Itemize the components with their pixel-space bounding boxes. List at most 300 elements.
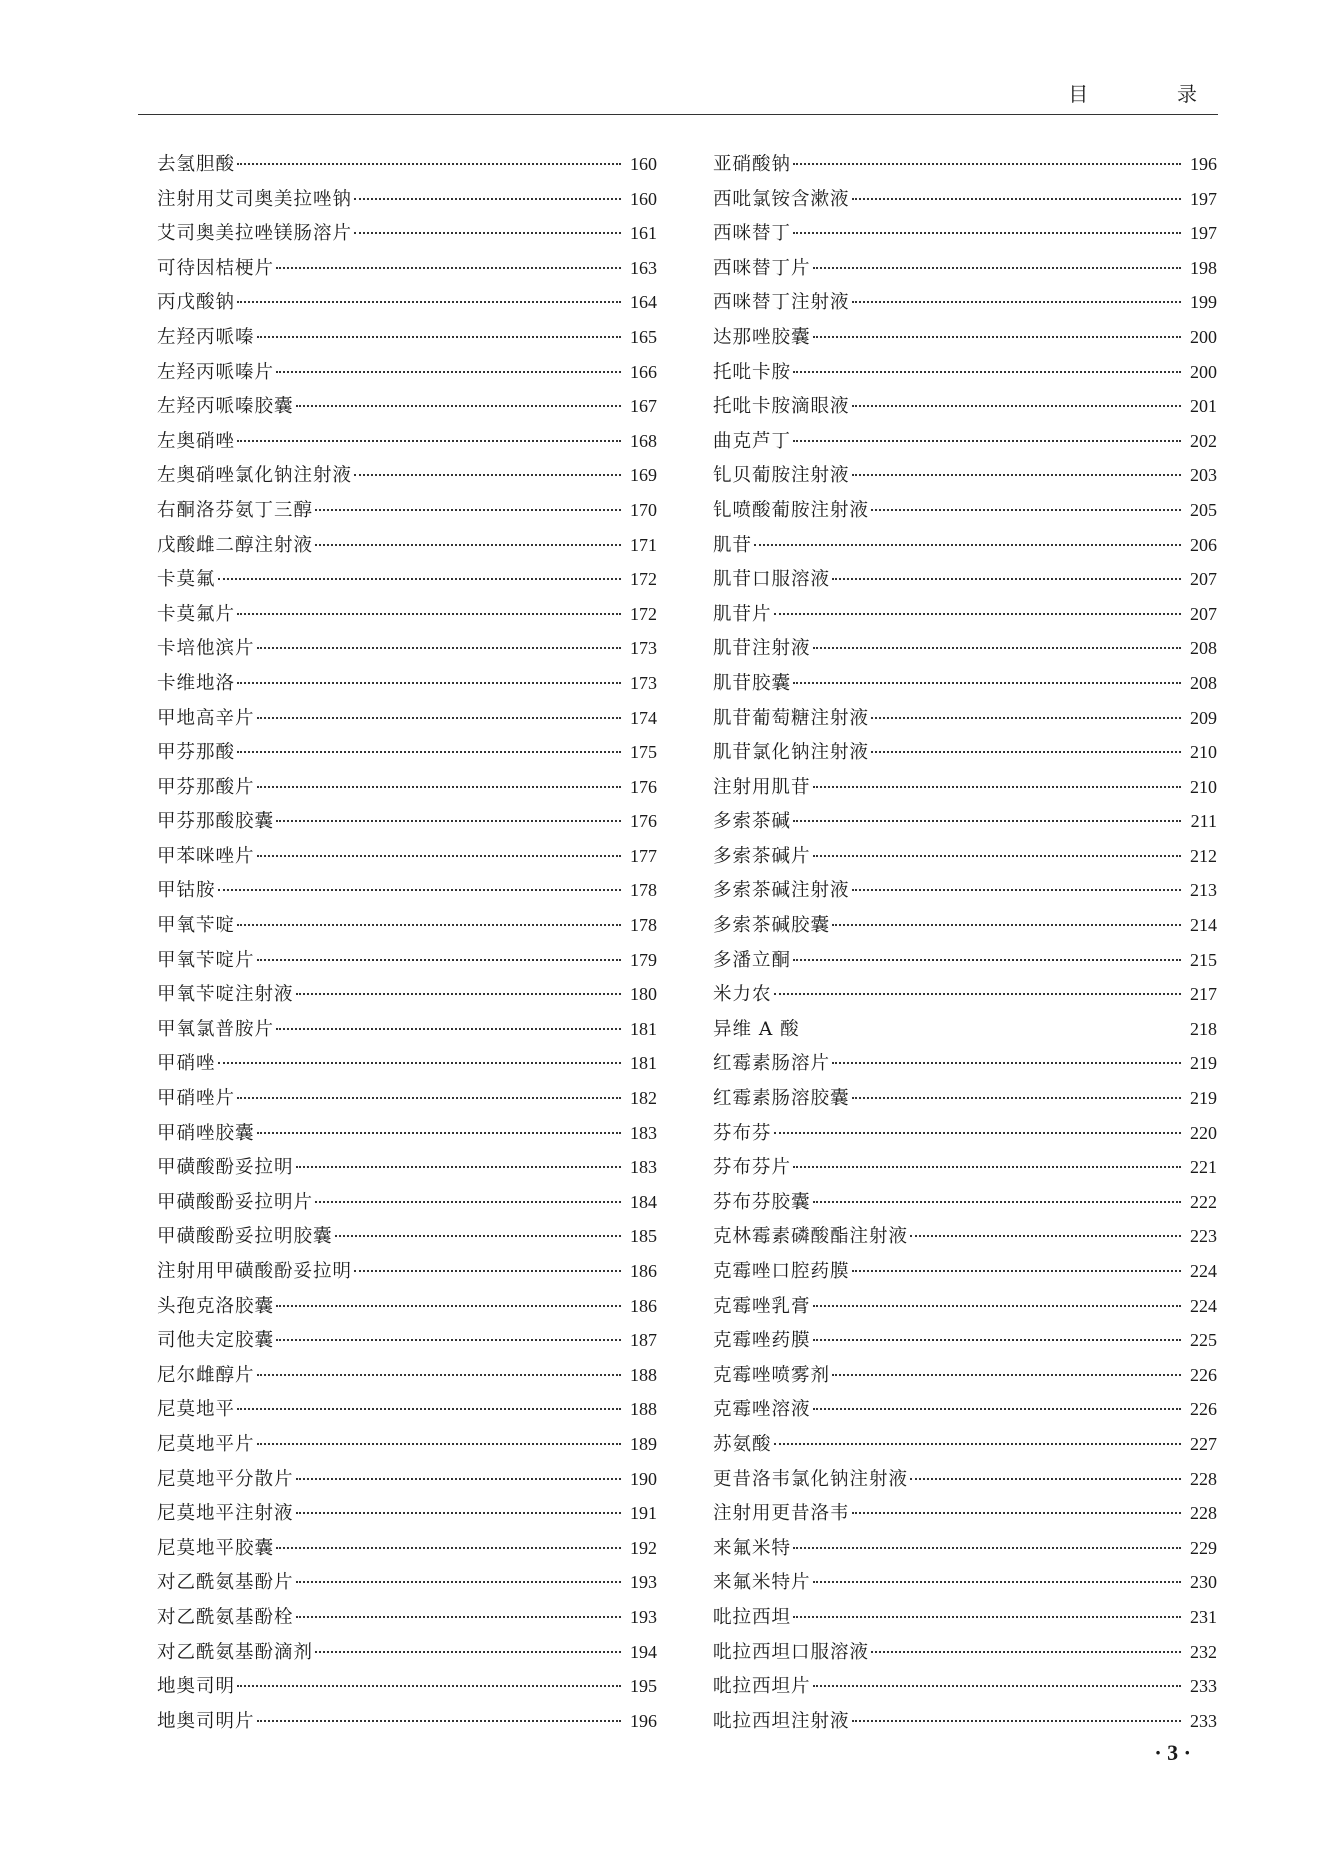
toc-entry[interactable] [157,1427,657,1462]
toc-entry-page: 210 [1190,776,1217,797]
toc-entry-title: 芬布芬胶囊 [713,1191,811,1213]
toc-entry[interactable] [713,1531,1217,1566]
toc-entry-title: 来氟米特片 [713,1572,811,1594]
dot-leader [237,440,621,442]
toc-entry-title: 甲苯咪唑片 [157,845,255,867]
toc-entry[interactable] [157,562,657,597]
toc-entry-title: 多潘立酮 [713,949,792,971]
dot-leader [813,1408,1181,1410]
dot-leader [237,613,621,615]
toc-entry-page: 163 [630,257,657,278]
dot-leader [218,578,621,580]
toc-entry[interactable] [713,320,1217,355]
toc-entry-title: 肌苷胶囊 [713,672,792,694]
dot-leader [296,1616,621,1618]
toc-entry[interactable] [713,839,1217,874]
toc-entry-page: 191 [630,1503,657,1524]
dot-leader [832,1374,1181,1376]
dot-leader [237,163,621,165]
toc-entry-page: 225 [1190,1330,1217,1351]
toc-column-left [157,147,657,1738]
toc-entry-title: 甲磺酸酚妥拉明片 [157,1191,314,1213]
toc-entry-title: 亚硝酸钠 [713,154,792,175]
dot-leader [852,1270,1181,1272]
toc-entry-page: 219 [1190,1088,1217,1109]
toc-entry[interactable] [157,1289,657,1324]
dot-leader [852,474,1181,476]
toc-entry[interactable] [157,458,657,493]
toc-entry-title: 肌苷注射液 [713,638,811,660]
toc-entry-title: 克霉唑溶液 [713,1399,811,1421]
toc-entry-page: 189 [630,1433,657,1454]
dot-leader [237,1685,621,1687]
toc-entry-title: 更昔洛韦氯化钠注射液 [713,1468,909,1490]
toc-entry[interactable] [157,908,657,943]
toc-entry-title: 达那唑胶囊 [713,326,811,348]
dot-leader [276,1547,621,1549]
toc-entry-page: 197 [1190,223,1217,244]
toc-entry[interactable] [713,285,1217,320]
toc-entry[interactable] [713,1150,1217,1185]
toc-entry-title: 肌苷片 [713,603,772,625]
toc-entry[interactable] [157,1046,657,1081]
toc-entry[interactable] [157,1669,657,1704]
dot-leader [832,924,1181,926]
toc-entry[interactable] [713,1669,1217,1704]
dot-leader [257,1720,621,1722]
toc-entry-page: 172 [630,603,657,624]
dot-leader [793,959,1181,961]
toc-entry[interactable] [157,1081,657,1116]
toc-entry-page: 226 [1190,1364,1217,1385]
toc-entry-title: 多索茶碱胶囊 [713,915,831,937]
toc-entry[interactable] [713,1185,1217,1220]
dot-leader [852,198,1181,200]
dot-leader [296,993,621,995]
toc-entry[interactable] [157,1531,657,1566]
toc-entry[interactable] [713,1116,1217,1151]
toc-entry-title: 左奥硝唑 [157,430,236,452]
toc-entry[interactable] [713,943,1217,978]
toc-entry[interactable] [157,943,657,978]
toc-entry-page: 174 [630,707,657,728]
dot-leader [813,1201,1181,1203]
toc-entry-page: 220 [1190,1122,1217,1143]
dot-leader [296,1581,621,1583]
toc-entry[interactable] [713,873,1217,908]
toc-entry-page: 211 [1190,811,1217,832]
toc-entry-page: 178 [630,915,657,936]
toc-entry-title: 西咪替丁 [713,223,792,245]
toc-entry[interactable] [713,251,1217,286]
toc-entry-title: 吡拉西坦片 [713,1676,811,1698]
toc-entry[interactable] [713,1565,1217,1600]
toc-entry[interactable] [713,1046,1217,1081]
toc-entry-page: 210 [1190,742,1217,763]
dot-leader [335,1235,621,1237]
dot-leader [218,1062,621,1064]
toc-entry-title: 异维 A 酸 [713,1018,800,1040]
dot-leader [871,509,1181,511]
dot-leader [813,1581,1181,1583]
toc-entry-title: 克霉唑药膜 [713,1330,811,1352]
toc-entry-title: 甲氧氯普胺片 [157,1018,275,1040]
dot-leader [257,786,621,788]
toc-entry-title: 卡维地洛 [157,672,236,694]
dot-leader [813,855,1181,857]
toc-entry[interactable] [713,182,1217,217]
toc-entry-title: 卡莫氟 [157,569,216,591]
toc-entry[interactable] [713,493,1217,528]
toc-entry-page: 200 [1190,361,1217,382]
toc-entry-title: 芬布芬 [713,1122,772,1144]
toc-entry-title: 克霉唑口腔药膜 [713,1261,850,1282]
dot-leader [774,993,1181,995]
toc-entry-page: 186 [630,1295,657,1316]
toc-entry-page: 173 [630,638,657,659]
dot-leader [257,717,621,719]
toc-entry[interactable] [157,977,657,1012]
toc-entry-page: 179 [630,949,657,970]
toc-entry[interactable] [713,1496,1217,1531]
toc-entry[interactable] [157,1185,657,1220]
toc-entry-title: 对乙酰氨基酚片 [157,1572,294,1594]
toc-entry-title: 注射用甲磺酸酚妥拉明 [157,1261,353,1282]
toc-entry[interactable] [157,1012,657,1047]
toc-entry-title: 多索茶碱片 [713,845,811,867]
toc-entry[interactable] [157,839,657,874]
toc-entry[interactable] [157,320,657,355]
toc-entry[interactable] [713,1254,1217,1289]
dot-leader [257,647,621,649]
toc-entry[interactable] [713,389,1217,424]
toc-entry-title: 去氢胆酸 [157,154,236,175]
toc-entry-title: 甲磺酸酚妥拉明 [157,1157,294,1179]
dot-leader [237,682,621,684]
dot-leader [871,1651,1181,1653]
toc-entry-page: 214 [1190,915,1217,936]
dot-leader [793,163,1181,165]
toc-entry[interactable] [157,1565,657,1600]
toc-entry-page: 208 [1190,638,1217,659]
toc-entry[interactable] [713,1012,1217,1047]
toc-entry[interactable] [157,355,657,390]
toc-entry-page: 168 [630,430,657,451]
toc-entry-page: 169 [630,465,657,486]
toc-entry-title: 吡拉西坦注射液 [713,1710,850,1732]
dot-leader [237,924,621,926]
toc-entry-title: 甲地高辛片 [157,707,255,729]
toc-entry-page: 170 [630,499,657,520]
dot-leader [774,613,1181,615]
toc-entry-page: 182 [630,1088,657,1109]
toc-entry[interactable] [157,804,657,839]
toc-entry-page: 230 [1190,1572,1217,1593]
toc-entry[interactable] [157,1600,657,1635]
toc-entry-title: 丙戊酸钠 [157,292,236,314]
toc-entry[interactable] [713,1600,1217,1635]
toc-entry[interactable] [713,355,1217,390]
toc-entry[interactable] [157,1704,657,1739]
dot-leader [774,1443,1181,1445]
toc-entry[interactable] [157,1254,657,1289]
dot-leader [852,1512,1181,1514]
dot-leader [793,440,1181,442]
toc-entry[interactable] [157,216,657,251]
toc-entry-page: 186 [630,1261,657,1281]
dot-leader [852,405,1181,407]
dot-leader [871,751,1181,753]
toc-entry-page: 231 [1190,1606,1217,1627]
dot-leader [793,1547,1181,1549]
toc-entry-title: 曲克芦丁 [713,430,792,452]
toc-entry-page: 171 [630,534,657,555]
toc-entry[interactable] [713,1635,1217,1670]
toc-entry[interactable] [157,631,657,666]
toc-entry-title: 艾司奥美拉唑镁肠溶片 [157,223,353,245]
toc-entry[interactable] [157,528,657,563]
toc-entry-title: 甲硝唑胶囊 [157,1122,255,1144]
toc-entry-title: 左羟丙哌嗪 [157,326,255,348]
toc-entry-page: 224 [1190,1295,1217,1316]
toc-entry-page: 228 [1190,1503,1217,1524]
running-head-left: 目 [1068,82,1091,106]
toc-entry-title: 米力农 [713,984,772,1006]
toc-entry-title: 红霉素肠溶胶囊 [713,1088,850,1110]
toc-entry-page: 160 [630,154,657,174]
toc-entry-title: 甲硝唑 [157,1053,216,1075]
toc-entry[interactable] [713,1289,1217,1324]
table-of-contents [157,147,1217,1738]
toc-entry-page: 203 [1190,465,1217,486]
toc-entry-title: 肌苷 [713,534,753,556]
dot-leader [276,371,621,373]
toc-entry-page: 229 [1190,1537,1217,1558]
toc-entry[interactable] [713,735,1217,770]
dot-leader [852,301,1181,303]
toc-entry-title: 甲磺酸酚妥拉明胶囊 [157,1226,333,1248]
toc-entry[interactable] [713,977,1217,1012]
toc-entry-page: 201 [1190,396,1217,417]
toc-entry[interactable] [157,1219,657,1254]
toc-entry[interactable] [713,1462,1217,1497]
toc-entry-title: 右酮洛芬氨丁三醇 [157,499,314,521]
toc-entry[interactable] [157,735,657,770]
toc-entry-title: 注射用更昔洛韦 [713,1503,850,1525]
toc-entry-title: 钆贝葡胺注射液 [713,465,850,487]
toc-entry[interactable] [713,1427,1217,1462]
toc-entry-title: 左羟丙哌嗪胶囊 [157,396,294,418]
toc-entry-title: 对乙酰氨基酚栓 [157,1606,294,1628]
toc-entry-title: 卡培他滨片 [157,638,255,660]
toc-entry-title: 钆喷酸葡胺注射液 [713,499,870,521]
toc-entry[interactable] [713,147,1217,182]
toc-entry-title: 肌苷葡萄糖注射液 [713,707,870,729]
dot-leader [276,1305,621,1307]
toc-entry-page: 209 [1190,707,1217,728]
dot-leader [237,1408,621,1410]
toc-entry-page: 223 [1190,1226,1217,1247]
toc-entry[interactable] [157,1358,657,1393]
toc-entry[interactable] [157,1635,657,1670]
dot-leader [257,1374,621,1376]
toc-entry[interactable] [157,424,657,459]
dot-leader [754,544,1181,546]
toc-entry-title: 克霉唑乳膏 [713,1295,811,1317]
toc-entry[interactable] [713,1358,1217,1393]
toc-entry-title: 红霉素肠溶片 [713,1053,831,1075]
dot-leader [296,1512,621,1514]
toc-entry-page: 178 [630,880,657,901]
running-head-right: 录 [1177,82,1199,106]
toc-entry[interactable] [157,873,657,908]
toc-entry-title: 吡拉西坦 [713,1606,792,1628]
dot-leader [354,232,621,234]
dot-leader [852,1720,1181,1722]
toc-entry-title: 甲芬那酸 [157,742,236,764]
dot-leader [354,1270,621,1272]
toc-entry-page: 160 [630,188,657,209]
toc-entry-title: 甲芬那酸片 [157,776,255,798]
dot-leader [813,786,1181,788]
toc-entry-title: 可待因桔梗片 [157,257,275,279]
toc-entry-page: 207 [1190,603,1217,624]
dot-leader [832,578,1181,580]
toc-entry[interactable] [157,182,657,217]
toc-entry-title: 甲氧苄啶注射液 [157,984,294,1006]
toc-entry[interactable] [157,770,657,805]
toc-entry-title: 左奥硝唑氯化钠注射液 [157,465,353,487]
dot-leader [793,1166,1181,1168]
toc-entry[interactable] [713,1323,1217,1358]
toc-entry[interactable] [157,389,657,424]
toc-entry-page: 206 [1190,534,1217,555]
toc-entry-page: 183 [630,1122,657,1143]
toc-entry[interactable] [157,251,657,286]
toc-entry-page: 183 [630,1157,657,1178]
toc-entry-title: 来氟米特 [713,1537,792,1559]
toc-entry-page: 224 [1190,1261,1217,1281]
dot-leader [910,1235,1181,1237]
toc-entry[interactable] [157,147,657,182]
toc-entry-title: 西吡氯铵含漱液 [713,188,850,210]
toc-entry-title: 吡拉西坦口服溶液 [713,1641,870,1663]
toc-entry-title: 克林霉素磷酸酯注射液 [713,1226,909,1248]
toc-entry-title: 尼尔雌醇片 [157,1364,255,1386]
toc-entry[interactable] [713,631,1217,666]
toc-entry[interactable] [157,1462,657,1497]
toc-entry-page: 180 [630,984,657,1005]
toc-entry[interactable] [157,701,657,736]
toc-entry-title: 多索茶碱注射液 [713,880,850,902]
dot-leader [852,889,1181,891]
toc-entry-page: 198 [1190,257,1217,278]
toc-entry-page: 208 [1190,672,1217,693]
toc-entry[interactable] [157,1150,657,1185]
dot-leader [315,1651,621,1653]
toc-entry[interactable] [713,1081,1217,1116]
dot-leader [852,1097,1181,1099]
toc-entry-page: 221 [1190,1157,1217,1178]
toc-entry[interactable] [157,285,657,320]
dot-leader [793,232,1181,234]
toc-entry[interactable] [157,1323,657,1358]
toc-entry[interactable] [713,1392,1217,1427]
toc-entry-title: 尼莫地平胶囊 [157,1537,275,1559]
page-number: · 3 · [1154,1740,1191,1765]
toc-entry[interactable] [157,597,657,632]
toc-entry-title: 甲芬那酸胶囊 [157,811,275,833]
toc-entry-page: 226 [1190,1399,1217,1420]
dot-leader [774,1132,1181,1134]
toc-entry-title: 甲氧苄啶片 [157,949,255,971]
toc-entry[interactable] [713,424,1217,459]
toc-entry[interactable] [713,701,1217,736]
toc-entry-page: 176 [630,776,657,797]
dot-leader [257,1443,621,1445]
toc-entry[interactable] [713,770,1217,805]
toc-entry-page: 213 [1190,880,1217,901]
toc-entry[interactable] [713,528,1217,563]
toc-entry-page: 194 [630,1641,657,1662]
toc-entry-page: 181 [630,1018,657,1039]
toc-entry[interactable] [713,597,1217,632]
toc-entry[interactable] [157,1392,657,1427]
toc-entry-title: 尼莫地平片 [157,1433,255,1455]
dot-leader [276,1339,621,1341]
toc-entry[interactable] [157,1496,657,1531]
toc-entry-page: 193 [630,1606,657,1627]
toc-entry[interactable] [713,804,1217,839]
toc-entry-title: 卡莫氟片 [157,603,236,625]
toc-entry-page: 197 [1190,188,1217,209]
toc-entry-page: 185 [630,1226,657,1247]
toc-entry-title: 头孢克洛胶囊 [157,1295,275,1317]
dot-leader [813,1685,1181,1687]
toc-entry-page: 200 [1190,326,1217,347]
toc-entry-page: 176 [630,811,657,832]
dot-leader [218,889,621,891]
toc-entry-page: 219 [1190,1053,1217,1074]
toc-entry-page: 233 [1190,1710,1217,1731]
dot-leader [257,855,621,857]
toc-entry[interactable] [713,908,1217,943]
toc-entry-page: 165 [630,326,657,347]
toc-entry[interactable] [713,1219,1217,1254]
toc-entry-page: 202 [1190,430,1217,451]
toc-entry-page: 177 [630,845,657,866]
toc-entry-page: 195 [630,1676,657,1697]
toc-entry[interactable] [713,562,1217,597]
dot-leader [354,474,621,476]
toc-entry[interactable] [713,666,1217,701]
toc-entry-page: 217 [1190,984,1217,1005]
toc-entry-page: 164 [630,292,657,313]
toc-entry[interactable] [157,1116,657,1151]
toc-entry[interactable] [157,666,657,701]
dot-leader [793,682,1181,684]
toc-entry-page: 172 [630,569,657,590]
toc-entry-title: 尼莫地平分散片 [157,1468,294,1490]
dot-leader [276,820,621,822]
dot-leader [813,336,1181,338]
toc-entry[interactable] [713,216,1217,251]
toc-entry[interactable] [157,493,657,528]
toc-entry[interactable] [713,458,1217,493]
toc-entry[interactable] [713,1704,1217,1739]
dot-leader [813,267,1181,269]
toc-entry-page: 187 [630,1330,657,1351]
